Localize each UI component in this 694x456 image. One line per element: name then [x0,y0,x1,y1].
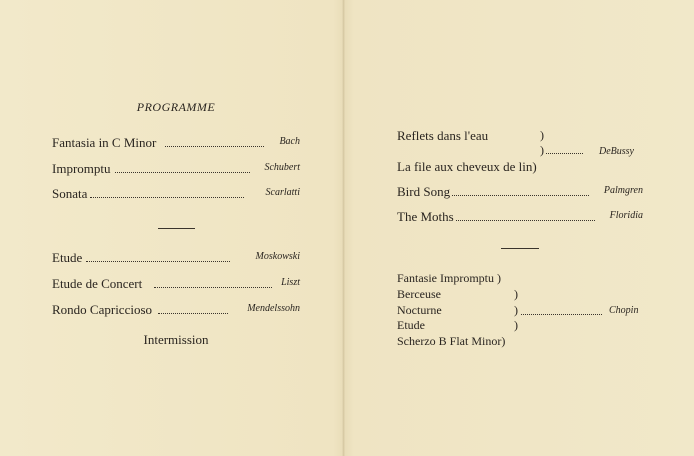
work-title: Fantasia in C Minor [52,135,157,150]
leader-dots [86,261,230,262]
work-title: Reflets dans l'eau [397,128,489,143]
work-title: Etude [397,318,425,332]
composer-name: Chopin [609,305,639,316]
leader-dots [158,313,228,314]
bracket-paren: ) [540,143,544,157]
section-divider [158,228,195,229]
composer-name: Palmgren [603,185,643,196]
bracket-paren: ) [514,318,518,332]
program-entry [397,184,643,200]
work-title: Scherzo B Flat Minor) [397,334,506,348]
bracket-paren: ) [514,287,518,301]
program-entry [52,186,300,202]
programme-title: PROGRAMME [136,100,216,114]
composer-name: Mendelssohn [247,303,300,314]
page-fold [342,0,345,456]
work-title: Bird Song [397,184,451,199]
leader-dots [456,220,595,221]
leader-dots [452,195,589,196]
program-entry [397,209,643,225]
work-title: Etude [52,250,83,265]
work-title: Fantasie Impromptu ) [397,271,501,285]
work-title: Sonata [52,186,88,201]
work-title: Nocturne [397,303,442,317]
composer-name: Moskowski [255,251,300,262]
composer-name: Liszt [281,277,300,288]
bracket-paren: ) [540,128,544,142]
program-entry [52,135,300,151]
work-title: Rondo Capriccioso [52,302,153,317]
work-title: Berceuse [397,287,441,301]
section-divider [501,248,539,249]
composer-name: DeBussy [599,146,634,157]
leader-dots [90,197,244,198]
leader-dots [154,287,272,288]
intermission-label: Intermission [143,332,209,347]
leader-dots [521,314,602,315]
program-entry [52,250,300,266]
composer-name: Floridia [609,210,643,221]
composer-name: Scarlatti [265,187,300,198]
work-title: The Moths [397,209,454,224]
work-title: Impromptu [52,161,111,176]
bracket-paren: ) [514,303,518,317]
work-title: Etude de Concert [52,276,143,291]
leader-dots [115,172,250,173]
program-entry [52,161,300,177]
program-entry [52,276,300,292]
work-title: La file aux cheveux de lin) [397,159,537,174]
program-entry [52,302,300,318]
composer-name: Schubert [264,162,300,173]
composer-name: Bach [279,136,300,147]
leader-dots [546,153,583,154]
leader-dots [165,146,264,147]
